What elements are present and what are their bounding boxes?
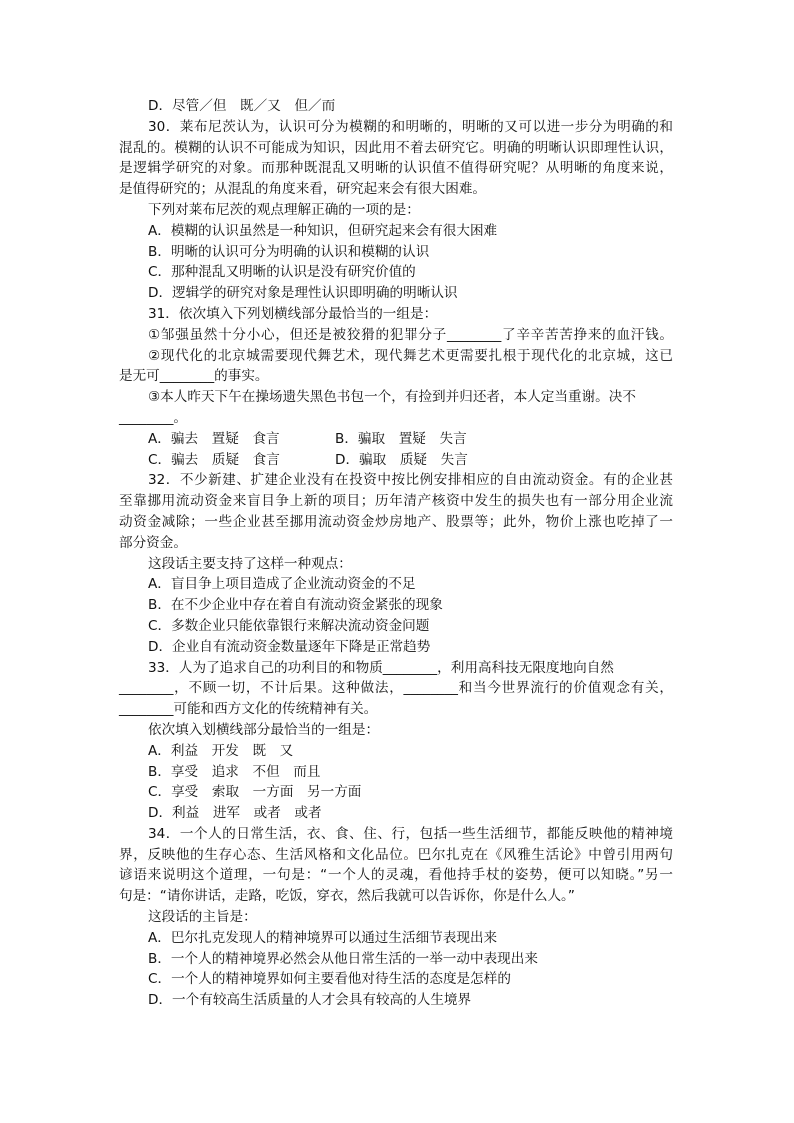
text-line: D．逻辑学的研究对象是理性认识即明确的明晰认识 [148,285,458,302]
text-line: D．企业自有流动资金数量逐年下降是正常趋势 [148,638,431,655]
option-item: C．骗去 质疑 食言 [148,451,280,468]
text-line: D．尽管／但 既／又 但／而 [148,98,336,114]
text-line: ________，不顾一切，不计后果。这种做法，________和当今世界流行的价值观念有关， [119,680,673,697]
text-line: 至靠挪用流动资金来盲目争上新的项目；历年清产核资中发生的损失也有一部分用企业流 [119,493,673,510]
text-line: ②现代化的北京城需要现代舞艺术，现代舞艺术更需要扎根于现代化的北京城，这已 [148,347,673,364]
text-line: 31．依次填入下列划横线部分最恰当的一组是： [148,305,438,322]
text-line: 33．人为了追求自己的功利目的和物质________，利用高科技无限度地向自然 [148,659,614,676]
text-line: C．享受 索取 一方面 另一方面 [148,784,362,801]
text-line: B．明晰的认识可分为明确的认识和模糊的认识 [148,243,430,260]
text-line [119,450,673,471]
text-line: D．一个有较高生活质量的人才会具有较高的人生境界 [148,992,472,1009]
text-line: B．在不少企业中存在着自有流动资金紧张的现象 [148,597,443,614]
text-line: A．利益 开发 既 又 [148,742,294,759]
document-body [119,96,673,1011]
text-line: 界，反映他的生存心态、生活风格和文化品位。巴尔扎克在《风雅生活论》中曾引用两句 [119,846,673,863]
text-line: 是无可________的事实。 [119,368,269,385]
text-line: C．那种混乱又明晰的认识是没有研究价值的 [148,264,416,281]
text-line: ①邹强虽然十分小心，但还是被狡猾的犯罪分子________了辛辛苦苦挣来的血汗钱。 [148,326,673,343]
text-line: 32．不少新建、扩建企业没有在投资中按比例安排相应的自由流动资金。有的企业甚 [148,472,673,489]
option-item: D．骗取 质疑 失言 [335,451,468,468]
text-line: A．模糊的认识虽然是一种知识，但研究起来会有很大困难 [148,222,498,239]
text-line: 是值得研究的；从混乱的角度来看，研究起来会有很大困难。 [119,181,487,198]
text-line: 句是：“请你讲话，走路，吃饭，穿衣，然后我就可以告诉你，你是什么人。” [119,888,575,905]
text-line: 动资金减除；一些企业甚至挪用流动资金炒房地产、股票等；此外，物价上涨也吃掉了一 [119,513,673,530]
text-line: 谚语来说明这个道理，一句是：“一个人的灵魂，看他持手杖的姿势，便可以知晓。”另一 [119,867,673,884]
text-line: A．巴尔扎克发现人的精神境界可以通过生活细节表现出来 [148,929,498,946]
text-line: B．一个人的精神境界必然会从他日常生活的一举一动中表现出来 [148,950,538,967]
text-line: 混乱的。模糊的认识不可能成为知识，因此用不着去研究它。明确的明晰认识即理性认识， [119,139,673,156]
text-line: A．盲目争上项目造成了企业流动资金的不足 [148,576,416,593]
text-line: 34．一个人的日常生活，衣、食、住、行，包括一些生活细节，都能反映他的精神境 [148,825,673,842]
option-item: B．骗取 置疑 失言 [335,430,467,447]
text-line [119,429,673,450]
text-line: 30．莱布尼茨认为，认识可分为模糊的和明晰的，明晰的又可以进一步分为明确的和 [148,118,673,135]
text-line: ________。 [119,409,187,426]
text-line: 这段话主要支持了这样一种观点： [148,555,352,572]
text-line: 依次填入划横线部分最恰当的一组是： [148,721,380,738]
text-line: 是逻辑学研究的对象。而那种既混乱又明晰的认识值不值得研究呢？从明晰的角度来说， [119,160,673,177]
text-line: C．一个人的精神境界如何主要看他对待生活的态度是怎样的 [148,971,511,988]
option-item: A．骗去 置疑 食言 [148,430,280,447]
text-line: B．享受 追求 不但 而且 [148,763,321,780]
text-line: ________可能和西方文化的传统精神有关。 [119,701,378,718]
text-line: 这段话的主旨是： [148,909,257,926]
text-line: 部分资金。 [119,534,187,551]
text-line: 下列对莱布尼茨的观点理解正确的一项的是： [148,201,420,218]
text-line: ③本人昨天下午在操场遗失黑色书包一个，有捡到并归还者，本人定当重谢。决不 [148,389,636,406]
text-line: D．利益 进军 或者 或者 [148,805,322,822]
text-line: C．多数企业只能依靠银行来解决流动资金问题 [148,617,430,634]
